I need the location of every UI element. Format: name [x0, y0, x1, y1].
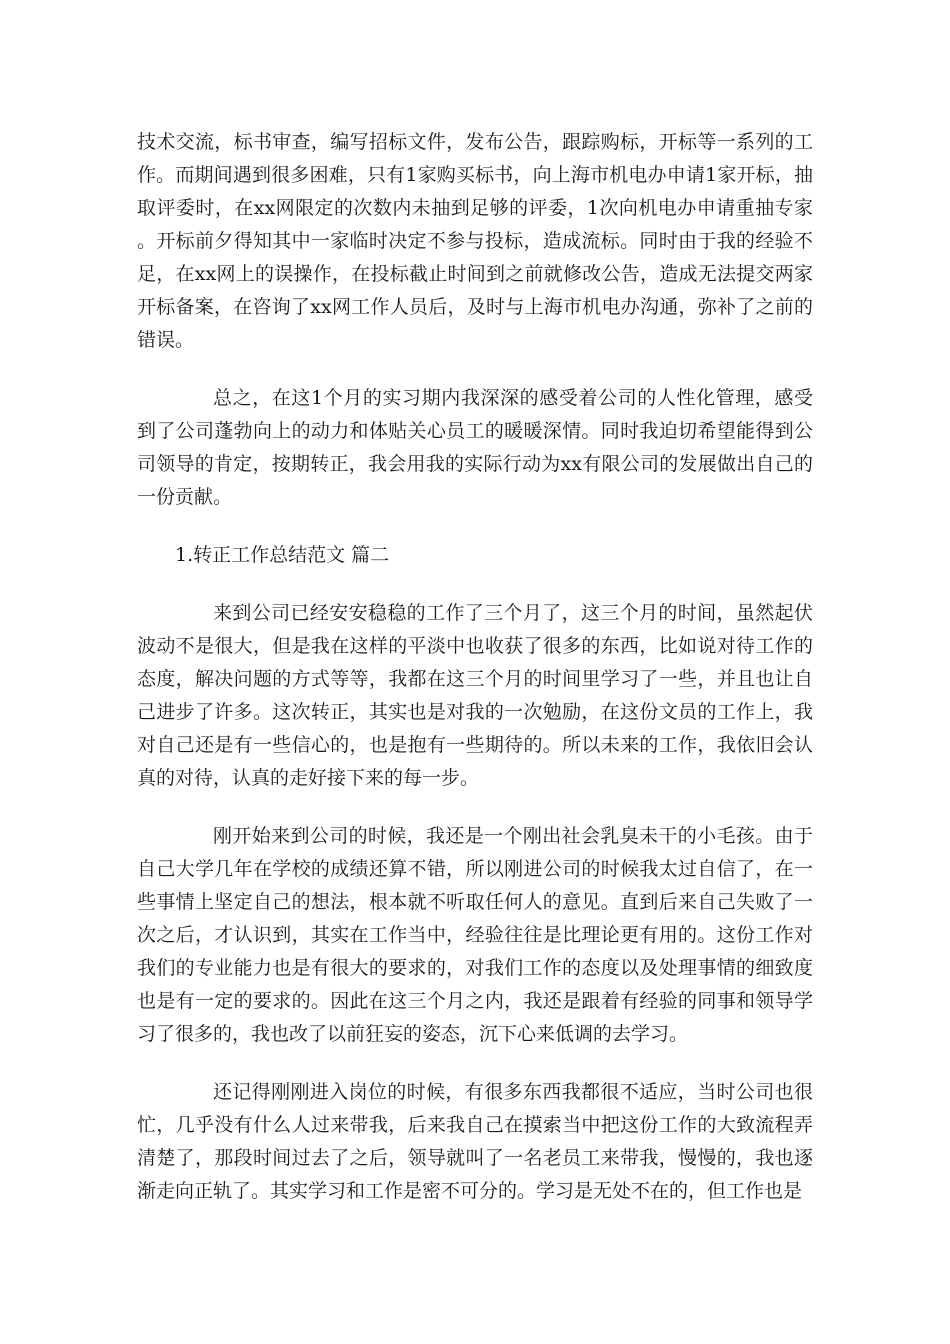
paragraph-conclusion: 总之，在这1个月的实习期内我深深的感受着公司的人性化管理，感受到了公司蓬勃向上的动力和体贴关心员工的暖暖深情。同时我迫切希望能得到公司领导的肯定，按期转正，我会用我的实际行动为xx有限公司的发展做出自己的一份贡献。 [137, 387, 813, 508]
paragraph-bidding-work: 技术交流，标书审查，编写招标文件，发布公告，跟踪购标，开标等一系列的工作。而期间遇到很多困难，只有1家购买标书，向上海市机电办申请1家开标，抽取评委时，在xx网限定的次数内未抽到足够的评委，1次向机电办申请重抽专家。开标前夕得知其中一家临时决定不参与投标，造成流标。同时由于我的经验不足，在xx网上的误操作，在投标截止时间到之前就修改公告，造成无法提交两家开标备案，在咨询了xx网工作人员后，及时与上海市机电办沟通，弥补了之前的错误。 [137, 131, 813, 351]
paragraph-beginning: 刚开始来到公司的时候，我还是一个刚出社会乳臭未干的小毛孩。由于自己大学几年在学校的成绩还算不错，所以刚进公司的时候我太过自信了，在一些事情上坚定自己的想法，根本就不听取任何人的意见。直到后来自己失败了一次之后，才认识到，其实在工作当中，经验往往是比理论更有用的。这份工作对我们的专业能力也是有很大的要求的，对我们工作的态度以及处理事情的细致度也是有一定的要求的。因此在这三个月之内，我还是跟着有经验的同事和领导学习了很多的，我也改了以前狂妄的姿态，沉下心来低调的去学习。 [137, 825, 813, 1045]
paragraph-adapting: 还记得刚刚进入岗位的时候，有很多东西我都很不适应，当时公司也很忙，几乎没有什么人过来带我，后来我自己在摸索当中把这份工作的大致流程弄清楚了，那段时间过去了之后，领导就叫了一名老员工来带我，慢慢的，我也逐渐走向正轨了。其实学习和工作是密不可分的。学习是无处不在的，但工作也是 [137, 1081, 813, 1202]
document-body [137, 126, 813, 1233]
section-heading: 1.转正工作总结范文 篇二 [175, 544, 390, 566]
paragraph-three-months: 来到公司已经安安稳稳的工作了三个月了，这三个月的时间，虽然起伏波动不是很大，但是我在这样的平淡中也收获了很多的东西，比如说对待工作的态度，解决问题的方式等等，我都在这三个月的时间里学习了一些，并且也让自己进步了许多。这次转正，其实也是对我的一次勉励，在这份文员的工作上，我对自己还是有一些信心的，也是抱有一些期待的。所以未来的工作，我依旧会认真的对待，认真的走好接下来的每一步。 [137, 602, 813, 789]
